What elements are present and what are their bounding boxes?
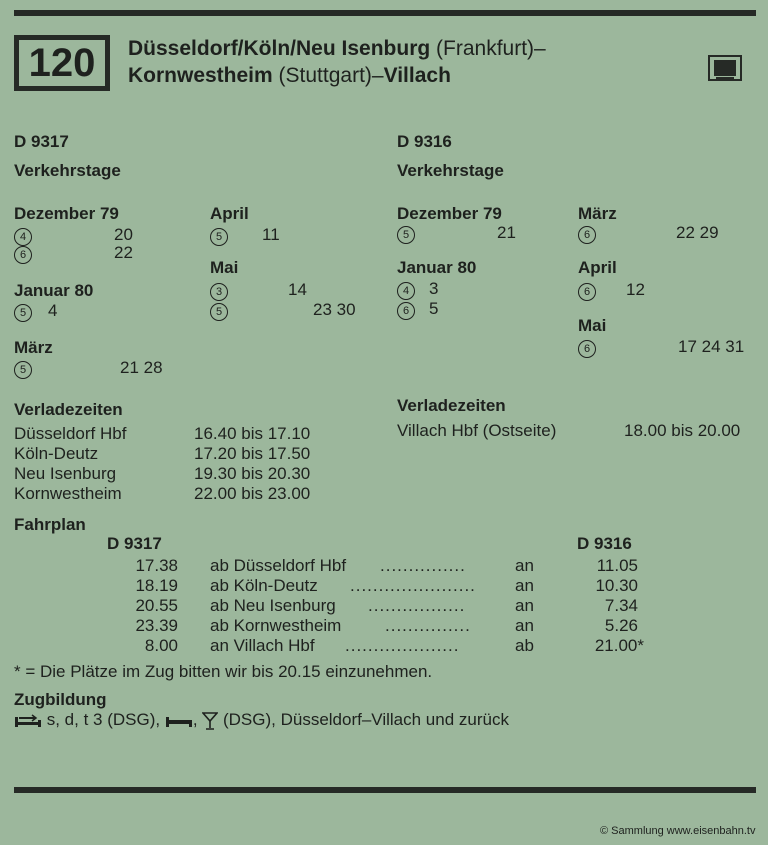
couchette-icon — [14, 714, 42, 728]
left-april-label: April — [210, 204, 249, 223]
fahrplan-row: 17.38 ab Düsseldorf Hbf ............... an 11.05 — [135, 556, 638, 575]
verladezeit-row: Neu Isenburg 19.30 bis 20.30 — [14, 464, 311, 483]
right-dezember-label: Dezember 79 — [397, 204, 502, 223]
top-rule — [14, 10, 756, 16]
verladezeiten-right-heading: Verladezeiten — [397, 396, 506, 415]
right-mai-label: Mai — [578, 316, 607, 335]
verladezeit-row: Köln-Deutz 17.20 bis 17.50 — [14, 444, 311, 463]
cocktail-glass-icon — [202, 712, 218, 730]
fahrplan-train-left: D 9317 — [107, 534, 162, 553]
left-januar-row: 5 4 — [14, 301, 32, 322]
left-mai-label: Mai — [210, 258, 239, 277]
left-april-row: 5 11 — [210, 225, 228, 246]
bottom-rule — [14, 787, 756, 793]
fahrplan-row: 8.00 an Villach Hbf .................... ab 21.00* — [144, 636, 644, 655]
left-mai-row: 3 14 — [210, 280, 228, 301]
fahrplan-row: 20.55 ab Neu Isenburg ................. an 7.34 — [135, 596, 638, 615]
zugbildung-text: s, d, t 3 (DSG), , (DSG), Düsseldorf–Villach und zurück — [14, 710, 509, 730]
right-dezember-row: 5 21 — [397, 223, 415, 244]
left-januar-label: Januar 80 — [14, 281, 94, 300]
fahrplan-row: 23.39 ab Kornwestheim ............... an 5.26 — [135, 616, 638, 635]
route-number: 120 — [14, 35, 110, 91]
verladezeit-row: Kornwestheim 22.00 bis 23.00 — [14, 484, 311, 503]
left-mai-row: 5 23 30 — [210, 300, 228, 321]
fahrplan-row: 18.19 ab Köln-Deutz ...................... an 10.30 — [135, 576, 638, 595]
fahrplan-heading: Fahrplan — [14, 515, 86, 534]
right-train-number: D 9316 — [397, 132, 452, 151]
left-verkehrstage: Verkehrstage — [14, 161, 121, 180]
right-januar-label: Januar 80 — [397, 258, 477, 277]
right-verkehrstage: Verkehrstage — [397, 161, 504, 180]
sleeper-icon — [165, 714, 193, 728]
right-maerz-label: März — [578, 204, 617, 223]
right-maerz-row: 6 22 29 — [578, 223, 596, 244]
right-april-label: April — [578, 258, 617, 277]
right-mai-row: 6 17 24 31 — [578, 337, 596, 358]
left-maerz-row: 5 21 28 — [14, 358, 32, 379]
left-train-number: D 9317 — [14, 132, 69, 151]
fahrplan-train-right: D 9316 — [577, 534, 632, 553]
title-line-1: Düsseldorf/Köln/Neu Isenburg (Frankfurt)– — [128, 37, 546, 60]
right-januar-row: 6 5 — [397, 299, 415, 320]
verladezeiten-left-heading: Verladezeiten — [14, 400, 123, 419]
left-dezember-row: 6 22 — [14, 243, 32, 264]
right-januar-row: 4 3 — [397, 279, 415, 300]
left-dezember-label: Dezember 79 — [14, 204, 119, 223]
right-april-row: 6 12 — [578, 280, 596, 301]
tv-icon — [708, 55, 742, 81]
left-dezember-row: 4 20 — [14, 225, 32, 246]
title-line-2: Kornwestheim (Stuttgart)–Villach — [128, 64, 451, 87]
verladezeit-row: Düsseldorf Hbf 16.40 bis 17.10 — [14, 424, 311, 443]
fahrplan-footnote: * = Die Plätze im Zug bitten wir bis 20.15 einzunehmen. — [14, 662, 433, 681]
credit: © Sammlung www.eisenbahn.tv — [600, 825, 756, 837]
verladezeit-row: Villach Hbf (Ostseite) 18.00 bis 20.00 — [397, 421, 741, 440]
zugbildung-heading: Zugbildung — [14, 690, 107, 709]
left-maerz-label: März — [14, 338, 53, 357]
